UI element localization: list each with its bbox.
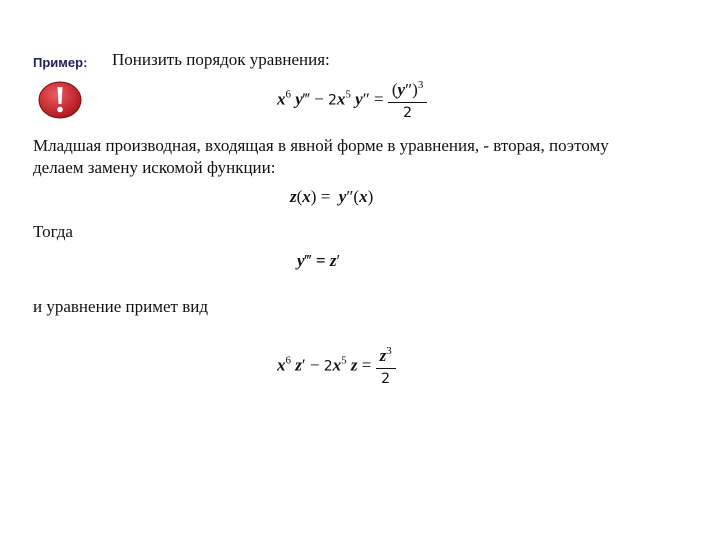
equation-original: $x^6$ y‴ − $2x^5$ y″ = $\frac{(y'')^3}{2}$: [277, 80, 427, 121]
equation-reduced: $x^6$ $z' - 2x^5$ z = $\frac{z^3}{2}$: [277, 346, 396, 387]
and-equation-text: и уравнение примет вид: [33, 297, 209, 316]
equation-substitution: z(x) = y″(x): [290, 187, 374, 206]
explanation-line-1: Младшая производная, входящая в явной форме в уравнения, - вторая, поэтому: [33, 136, 609, 155]
equation-derivative: y‴ = z′: [297, 251, 341, 270]
task-statement: Понизить порядок уравнения:: [112, 50, 330, 69]
then-word: Тогда: [33, 222, 73, 241]
example-label: Пример:: [33, 55, 88, 70]
exclamation-warning-icon: [38, 81, 82, 119]
explanation-line-2: делаем замену искомой функции:: [33, 158, 276, 177]
